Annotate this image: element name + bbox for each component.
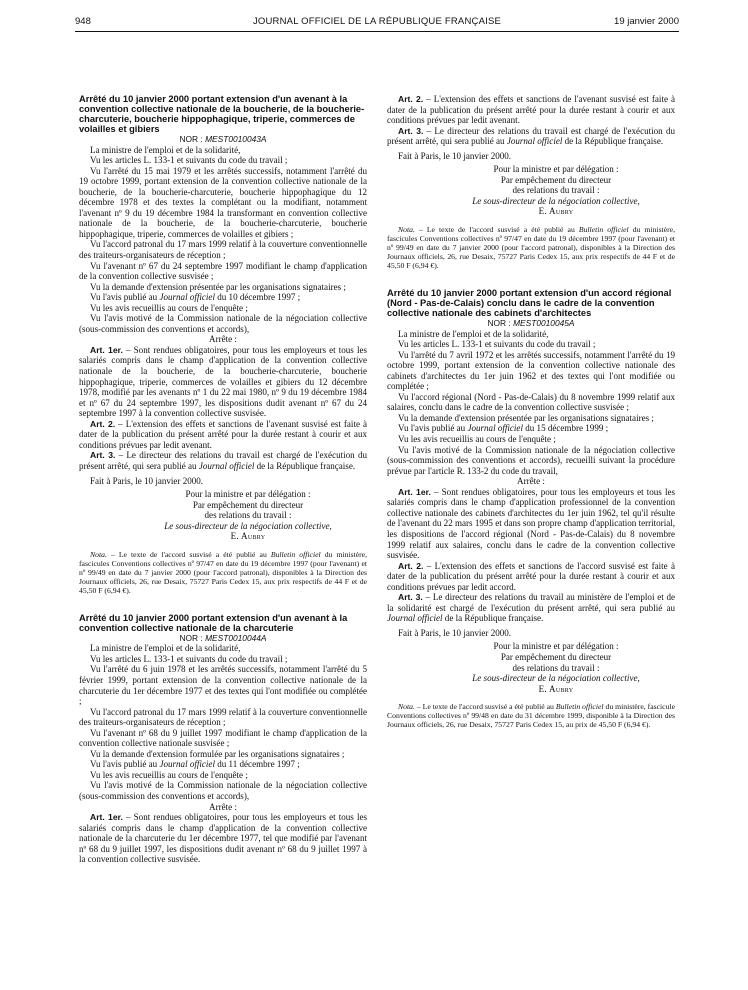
- sig-line: des relations du travail :: [512, 185, 600, 196]
- sig-role: Le sous-directeur de la négociation collective,: [472, 673, 640, 684]
- nor-code: MEST0010043A: [205, 134, 267, 144]
- vu-item: Vu l'accord patronal du 17 mars 1999 relatif à la couverture conventionnelle des traiteurs-organisateurs de réception ;: [79, 239, 367, 261]
- nota-label: Nota.: [398, 225, 415, 235]
- nota-note: [387, 225, 675, 270]
- article-2: [387, 94, 675, 126]
- nota-text: – Le texte de l'accord susvisé a été publié au: [414, 225, 579, 235]
- nota-note: [79, 550, 367, 595]
- vu-item: Vu les avis recueillis au cours de l'enquête ;: [90, 302, 248, 313]
- nota-text: du ministère, fascicules Conventions collectives nº 97/47 en date du 19 décembre 1997 (pour l'avenant) et nº 99/49 en date du 7 janvier 2000 (pour l'accord patronal), disponibles à la Direction des Journaux officiels, 26, rue Desaix, 75727 Paris Cedex 15, aux prix respectifs de 44 F et de 45,50 F (6,94 €).: [79, 549, 367, 595]
- vu-text: Vu l'avis publié au: [90, 292, 160, 303]
- article-label: Art. 3.: [398, 125, 424, 136]
- article-label: Art. 2.: [398, 94, 424, 104]
- vu-item: Vu l'avenant nº 68 du 9 juillet 1997 modifiant le champ d'application de la convention collective nationale susvisée ;: [79, 727, 367, 749]
- page-number: 948: [75, 16, 91, 27]
- nota-text: du ministère, fascicule Conventions collectives nº 99/48 en date du 31 décembre 1999, disponible à la Direction des Journaux officiels, 26, rue Desaix, 75727 Paris Cedex 15, au prix de 45,50 F (6,94 €).: [387, 702, 675, 730]
- vu-item: Vu l'avis motivé de la Commission nationale de la négociation collective (sous-commission des conventions et accords),: [79, 313, 367, 334]
- article-text: – Le directeur des relations du travail est chargé de l'exécution du présent arrêté, qui sera publié au: [79, 450, 367, 471]
- article-text: – L'extension des effets et sanctions de l'accord susvisé est faite à dater de la publication du présent arrêté pour la durée restant à courir et aux conditions prévues par ledit accord.: [387, 560, 675, 592]
- sig-line: Pour la ministre et par délégation :: [185, 489, 311, 500]
- article-text: – L'extension des effets et sanctions de l'avenant susvisé est faite à dater de la publication du présent arrêté pour la durée restant à courir et aux conditions prévues par ledit avenant.: [79, 418, 368, 450]
- page-header: [75, 16, 679, 30]
- vu-item: Vu l'arrêté du 7 avril 1972 et les arrêtés successifs, notamment l'arrêté du 19 octobre 1999, portant extension de la convention collective nationale des cabinets d'architectes du 1er juin 1962 et des textes qui l'ont modifiée ou complétée ;: [387, 349, 675, 392]
- article-text: – Sont rendues obligatoires, pour tous les employeurs et tous les salariés compris dans le champ d'application professionnel de la convention collective nationale des cabinets d'architectes du 1er juin 1962, tel qu'il résulte de l'avenant du 22 mars 1995 et dans son propre champ d'application territorial, les dispositions de l'accord régional (Nord - Pas-de-Calais) du 8 novembre 1999 relatif aux salaires, conclu dans le cadre de la convention collective susvisée.: [387, 486, 675, 561]
- signatory-name: E. Aubry: [538, 683, 574, 694]
- signature-block: [387, 641, 675, 694]
- nota-label: Nota.: [90, 549, 107, 559]
- arrete-heading: Arrête :: [209, 334, 237, 345]
- sig-role: Le sous-directeur de la négociation collective,: [472, 195, 640, 206]
- left-column: [79, 94, 367, 865]
- minister-intro: La ministre de l'emploi et de la solidarité,: [90, 144, 241, 155]
- sig-line: Par empêchement du directeur: [192, 499, 304, 510]
- vu-text: du 10 décembre 1997 ;: [214, 292, 301, 303]
- signatory-name: E. Aubry: [230, 531, 266, 542]
- vu-item: Vu l'accord régional (Nord - Pas-de-Calais) du 8 novembre 1999 relatif aux salaires, conclu dans le cadre de la convention collective susvisée ;: [387, 391, 675, 413]
- vu-text: du 11 décembre 1997 ;: [214, 759, 300, 770]
- vu-item: Vu l'arrêté du 15 mai 1979 et les arrêtés successifs, notamment l'arrêté du 19 octobre 1999, portant extension de la convention collective nationale de la boucherie, de la boucherie-charcuterie, boucherie hippophagique du 12 décembre 1978 et des textes la complétant ou la modifiant, notamment l'avenant nº 9 du 19 décembre 1984 la transformant en convention collective nationale de la boucherie, de la boucherie-charcuterie, boucherie hippophagique, triperie, commerces de volailles et gibiers ;: [79, 165, 367, 239]
- vu-item: Vu les avis recueillis au cours de l'enquête ;: [398, 434, 556, 445]
- article-text: – Le directeur des relations du travail au ministère de l'emploi et de la solidarité est chargé de l'exécution du présent arrêté, qui sera publié au: [387, 592, 675, 613]
- nor-label: NOR :: [179, 632, 206, 643]
- decree-title: Arrêté du 10 janvier 2000 portant extension d'un accord régional (Nord - Pas-de-Calais) conclu dans le cadre de la convention collective nationale des cabinets d'architectes: [387, 288, 672, 319]
- signature-block: [79, 489, 367, 542]
- article-2: [79, 419, 367, 451]
- arrete-heading: Arrête :: [517, 476, 545, 487]
- arrete-heading: Arrête :: [209, 801, 237, 812]
- article-label: Art. 2.: [90, 418, 116, 429]
- article-label: Art. 3.: [398, 592, 423, 603]
- signed-place-date: Fait à Paris, le 10 janvier 2000.: [90, 475, 204, 486]
- vu-item-jo: [387, 423, 675, 434]
- nor-label: NOR :: [179, 134, 206, 144]
- vu-item-jo: [79, 292, 367, 303]
- section-gap: [387, 270, 675, 288]
- sig-line: Par empêchement du directeur: [500, 651, 612, 662]
- header-rule: [75, 31, 679, 32]
- vu-item: Vu l'accord patronal du 17 mars 1999 relatif à la couverture conventionnelle des traiteurs-organisateurs de réception ;: [79, 706, 367, 728]
- nota-text: – Le texte de l'accord susvisé a été publié au: [106, 549, 271, 559]
- nor-reference: [79, 134, 367, 145]
- signature-block: [387, 164, 675, 217]
- article-label: Art. 2.: [398, 560, 424, 571]
- decree-title: Arrêté du 10 janvier 2000 portant extension d'un avenant à la convention collective nationale de la boucherie, de la boucherie-charcuterie, boucherie hippophagique, triperie, commerces de volailles et gibiers: [79, 94, 365, 134]
- sig-line: Par empêchement du directeur: [500, 174, 612, 185]
- decree-architectes: [387, 288, 675, 729]
- right-column: [387, 94, 675, 729]
- vu-item: Vu l'avis motivé de la Commission nationale de la négociation collective (sous-commission des conventions et accords),: [79, 780, 367, 801]
- vu-text: Vu l'avis publié au: [90, 759, 160, 770]
- signed-place-date: Fait à Paris, le 10 janvier 2000.: [398, 150, 512, 161]
- vu-item: Vu la demande d'extension présentée par les organisations signataires ;: [398, 412, 654, 423]
- bulletin-officiel-ref: Bulletin officiel: [578, 225, 629, 235]
- article-text: de la République française.: [562, 136, 664, 147]
- minister-intro: La ministre de l'emploi et de la solidarité,: [90, 643, 241, 654]
- section-gap: [79, 595, 367, 613]
- sig-line: des relations du travail :: [512, 662, 600, 673]
- nota-label: Nota.: [398, 702, 415, 712]
- vu-item: Vu l'arrêté du 6 juin 1978 et les arrêtés successifs, notamment l'arrêté du 5 février 1999, portant extension de la convention collective nationale de la charcuterie du 1er décembre 1977 et des textes qui l'ont modifiée ou complétée ;: [79, 664, 367, 707]
- nor-code: MEST0010045A: [513, 318, 575, 329]
- issue-date: 19 janvier 2000: [614, 16, 679, 27]
- vu-item: Vu les articles L. 133-1 et suivants du code du travail ;: [398, 339, 596, 350]
- journal-title: JOURNAL OFFICIEL DE LA RÉPUBLIQUE FRANÇAISE: [252, 16, 502, 27]
- nota-note: [387, 702, 675, 729]
- nor-reference: [79, 633, 367, 644]
- article-label: Art. 1er.: [90, 812, 123, 823]
- article-text: – Le directeur des relations du travail est chargé de l'exécution du présent arrêté, qui sera publié au: [387, 125, 675, 147]
- sig-line: Pour la ministre et par délégation :: [493, 164, 619, 175]
- bulletin-officiel-ref: Bulletin officiel: [270, 549, 321, 559]
- article-text: – Sont rendues obligatoires, pour tous les employeurs et tous les salariés compris dans le champ d'application de la convention collective nationale de la charcuterie du 1er décembre 1977, tel que modifié par l'avenant nº 68 du 9 juillet 1997, les dispositions dudit avenant nº 68 du 9 juillet 1997 à la convention collective susvisée.: [79, 812, 367, 865]
- bulletin-officiel-ref: Bulletin officiel: [555, 702, 604, 712]
- nota-text: – Le texte de l'accord susvisé a été publié au: [414, 702, 556, 712]
- article-3: [387, 126, 675, 147]
- article-text: de la République française.: [442, 613, 544, 624]
- vu-item: Vu la demande d'extension présentée par les organisations signataires ;: [90, 281, 346, 292]
- vu-text: du 15 décembre 1999 ;: [522, 423, 609, 434]
- decree-charcuterie: [79, 613, 367, 865]
- journal-officiel-ref: Journal officiel: [198, 460, 255, 471]
- article-label: Art. 1er.: [90, 344, 123, 355]
- article-1: [387, 487, 675, 561]
- article-3: [79, 450, 367, 471]
- vu-item: Vu les articles L. 133-1 et suivants du code du travail ;: [90, 155, 288, 166]
- vu-item: Vu l'avis motivé de la Commission nationale de la négociation collective (sous-commission des conventions et accords), recueilli suivant la procédure prévue par l'article R. 133-2 du code du travail,: [387, 444, 675, 476]
- nota-text: du ministère, fascicules Conventions collectives nº 97/47 en date du 19 décembre 1997 (pour l'avenant) et nº 99/49 en date du 7 janvier 2000 (pour l'accord patronal), disponibles à la Direction des Journaux officiels, 26, rue Desaix, 75727 Paris Cedex 15, aux prix respectifs de 44 F et de 45,50 F (6,94 €).: [387, 225, 675, 271]
- article-label: Art. 3.: [90, 450, 116, 461]
- sig-line: Pour la ministre et par délégation :: [493, 641, 619, 652]
- article-text: de la République française.: [254, 460, 356, 471]
- signatory-name: E. Aubry: [538, 206, 574, 217]
- article-3: [387, 592, 675, 624]
- vu-text: Vu l'avis publié au: [398, 423, 468, 434]
- nor-reference: [387, 318, 675, 329]
- journal-officiel-ref: Journal officiel: [467, 423, 523, 434]
- sig-role: Le sous-directeur de la négociation collective,: [164, 520, 332, 531]
- minister-intro: La ministre de l'emploi et de la solidarité,: [398, 328, 549, 339]
- vu-item-jo: [79, 759, 367, 770]
- decree-boucherie: [79, 94, 367, 595]
- decree-title: Arrêté du 10 janvier 2000 portant extension d'un avenant à la convention collective nationale de la charcuterie: [79, 612, 348, 633]
- article-text: – Sont rendues obligatoires, pour tous les employeurs et tous les salariés compris dans le champ d'application de la convention collective nationale de la boucherie, de la boucherie-charcuterie, boucherie hippophagique, triperie, commerces de volailles et gibiers du 12 décembre 1978, modifié par les avenants nº 1 du 22 mai 1980, nº 9 du 19 décembre 1984 et nº 67 du 24 septembre 1997, les dispositions dudit avenant nº 67 du 24 septembre 1997 à la convention collective susvisée.: [79, 344, 367, 419]
- nor-label: NOR :: [487, 318, 514, 329]
- vu-item: Vu les avis recueillis au cours de l'enquête ;: [90, 769, 248, 780]
- decree-charcuterie-continued: [387, 94, 675, 270]
- article-text: – L'extension des effets et sanctions de l'avenant susvisé est faite à dater de la publication du présent arrêté pour la durée restant à courir et aux conditions prévues par ledit avenant.: [387, 94, 676, 126]
- article-2: [387, 561, 675, 593]
- article-label: Art. 1er.: [398, 486, 431, 497]
- journal-officiel-ref: Journal officiel: [387, 613, 443, 624]
- journal-officiel-ref: Journal officiel: [159, 292, 215, 303]
- journal-officiel-ref: Journal officiel: [506, 136, 563, 147]
- article-1: [79, 812, 367, 865]
- nor-code: MEST0010044A: [205, 632, 267, 643]
- vu-item: Vu la demande d'extension formulée par les organisations signataires ;: [90, 748, 345, 759]
- sig-line: des relations du travail :: [204, 510, 292, 521]
- signed-place-date: Fait à Paris, le 10 janvier 2000.: [398, 627, 512, 638]
- vu-item: Vu l'avenant nº 67 du 24 septembre 1997 modifiant le champ d'application de la convention collective susvisée ;: [79, 260, 367, 282]
- journal-officiel-ref: Journal officiel: [159, 759, 215, 770]
- article-1: [79, 345, 367, 419]
- vu-item: Vu les articles L. 133-1 et suivants du code du travail ;: [90, 653, 288, 664]
